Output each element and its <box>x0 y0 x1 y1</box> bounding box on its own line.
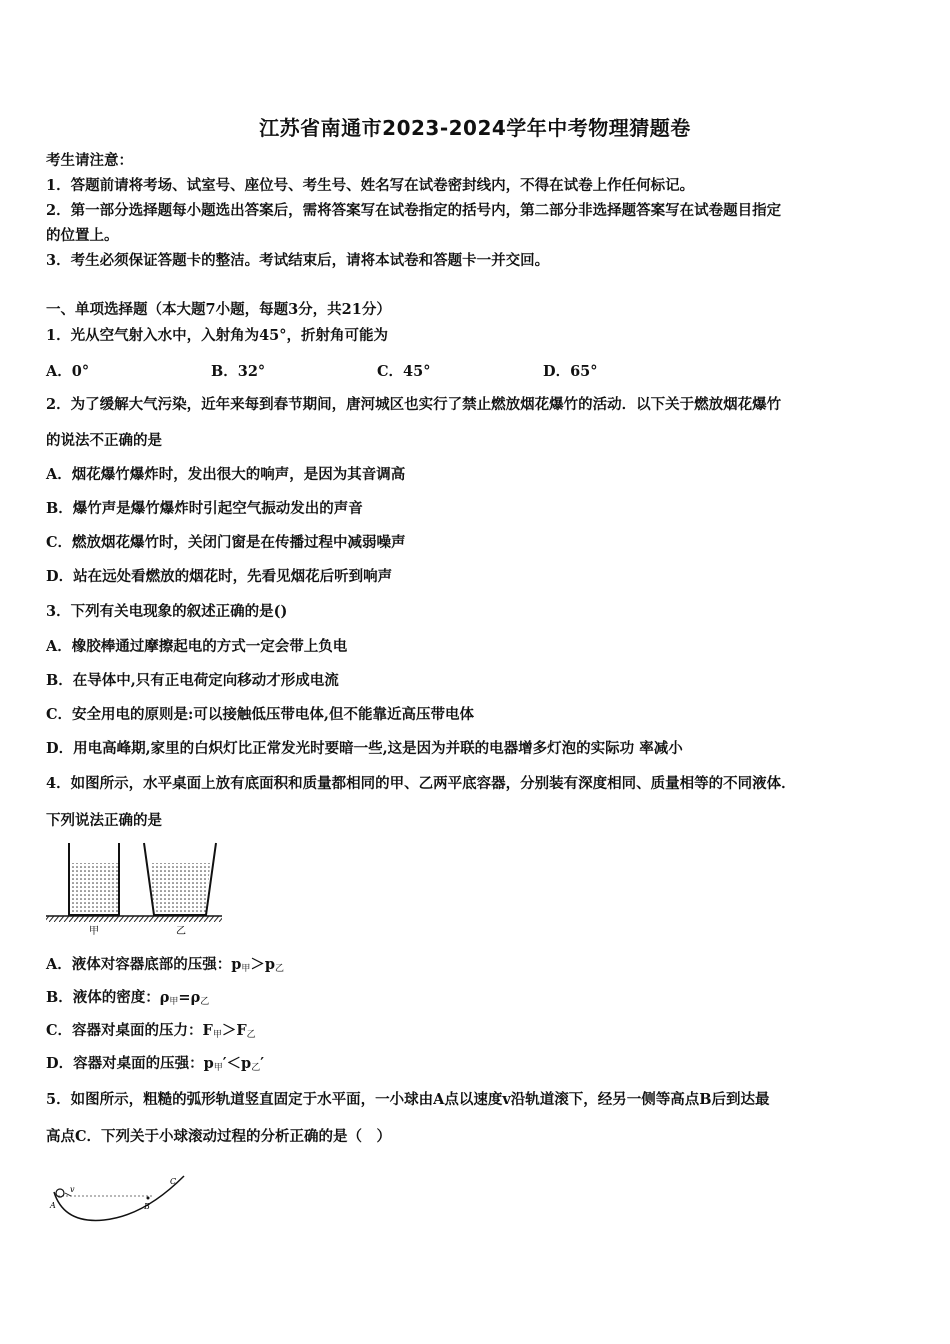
q5-stem-line2: 高点C．下列关于小球滚动过程的分析正确的是（ ） <box>46 1128 392 1145</box>
section-heading: 一、单项选择题（本大题7小题，每题3分，共21分） <box>46 301 391 318</box>
label-jia: 甲 <box>89 926 99 937</box>
notice-item-1: 1．答题前请将考场、试室号、座位号、考生号、姓名写在试卷密封线内，不得在试卷上作任何标记。 <box>46 177 695 194</box>
q4-stem-line2: 下列说法正确的是 <box>46 812 162 829</box>
exam-title: 江苏省南通市2023-2024学年中考物理猜题卷 <box>259 116 691 140</box>
q1-option-b: B．32° <box>211 363 266 380</box>
q2-option-b: B．爆竹声是爆竹爆炸时引起空气振动发出的声音 <box>46 500 363 517</box>
q4-containers-figure <box>44 838 224 938</box>
q4-option-d: D．容器对桌面的压强：$p_甲'<p_乙'$ <box>46 1055 265 1073</box>
q2-option-d: D．站在远处看燃放的烟花时，先看见烟花后听到响声 <box>46 568 393 585</box>
q4-option-b: B．液体的密度：$\rho_甲=\rho_乙$ <box>46 989 210 1007</box>
notice-item-2-cont: 的位置上。 <box>46 227 119 244</box>
q2-stem-line1: 2．为了缓解大气污染，近年来每到春节期间，唐河城区也实行了禁止燃放烟花爆竹的活动．以下关于燃放烟花爆竹 <box>46 396 782 413</box>
q3-option-d: D．用电高峰期,家里的白炽灯比正常发光时要暗一些,这是因为并联的电器增多灯泡的实际功 率减小 <box>46 740 683 757</box>
curved-track <box>54 1176 184 1220</box>
label-b: B <box>144 1202 150 1211</box>
q3-stem: 3．下列有关电现象的叙述正确的是() <box>46 603 288 620</box>
q2-option-c: C．燃放烟花爆竹时，关闭门窗是在传播过程中减弱噪声 <box>46 534 406 551</box>
q3-option-b: B．在导体中,只有正电荷定向移动才形成电流 <box>46 672 339 689</box>
q1-stem: 1．光从空气射入水中，入射角为45°，折射角可能为 <box>46 327 389 344</box>
label-a: A <box>50 1201 56 1210</box>
notice-heading: 考生请注意： <box>46 152 133 169</box>
label-c: C <box>170 1177 177 1186</box>
q4-stem-line1: 4．如图所示，水平桌面上放有底面积和质量都相同的甲、乙两平底容器，分别装有深度相同、质量相等的不同液体． <box>46 775 796 792</box>
q3-option-a: A．橡胶棒通过摩擦起电的方式一定会带上负电 <box>46 638 348 655</box>
point-b <box>147 1197 150 1200</box>
q4-option-c: C．容器对桌面的压力：$F_甲>F_乙$ <box>46 1022 256 1040</box>
q3-option-c: C．安全用电的原则是:可以接触低压带电体,但不能靠近高压带电体 <box>46 706 474 723</box>
q1-option-c: C．45° <box>377 363 431 380</box>
q2-stem-line2: 的说法不正确的是 <box>46 432 162 449</box>
q4-option-a: A．液体对容器底部的压强：$p_甲>p_乙$ <box>46 956 285 974</box>
label-yi: 乙 <box>176 926 186 937</box>
q1-option-a: A．0° <box>46 363 90 380</box>
notice-item-3: 3．考生必须保证答题卡的整洁。考试结束后，请将本试卷和答题卡一并交回。 <box>46 252 550 269</box>
q2-option-a: A．烟花爆竹爆炸时，发出很大的响声，是因为其音调高 <box>46 466 406 483</box>
q5-stem-line1: 5．如图所示，粗糙的弧形轨道竖直固定于水平面，一小球由A点以速度v沿轨道滚下，经另一侧等高点B后到达最 <box>46 1091 770 1108</box>
q1-options <box>46 360 746 380</box>
table-hatching <box>46 916 222 922</box>
container-jia-liquid <box>69 863 119 915</box>
label-v: v <box>70 1185 75 1194</box>
q5-track-figure <box>44 1162 194 1232</box>
container-yi-liquid <box>150 863 210 915</box>
q1-option-d: D．65° <box>543 363 598 380</box>
notice-item-2: 2．第一部分选择题每小题选出答案后，需将答案写在试卷指定的括号内，第二部分非选择题答案写在试卷题目指定 <box>46 202 782 219</box>
